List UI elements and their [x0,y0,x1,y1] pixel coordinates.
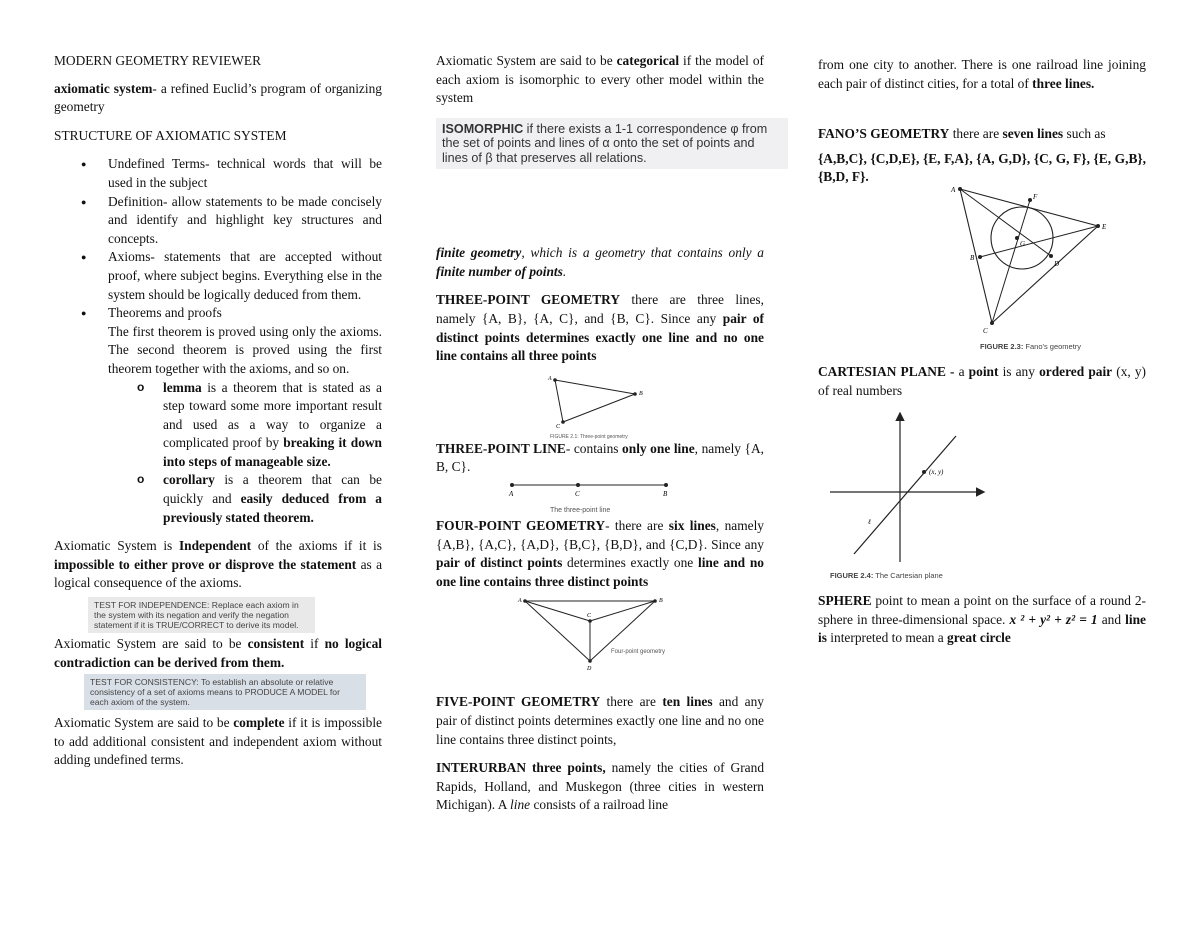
four-point-paragraph: FOUR-POINT GEOMETRY- there are six lines, namely {A,B}, {A,C}, {A,D}, {B,C}, {B,D}, and {C,D}. Since any pair of distinct points determines exactly one line and no one line contains three distinct points [436,518,764,589]
figure-caption: Four-point geometry [611,649,666,656]
three-point-paragraph: THREE-POINT GEOMETRY there are three lines, namely {A, B}, {A, C}, and {B, C}. Since any pair of distinct points determines exactly one line and no one line contains all three points [436,292,764,364]
point-a [523,600,527,604]
fano-figure [950,187,1130,355]
label-c: C [587,613,592,620]
fano-lines: {A,B,C}, {C,D,E}, {E, F,A}, {A, G,D}, {C, G, F}, {E, G,B}, {B,D, F}. [818,150,1146,185]
axiomatic-system-definition: axiomatic system- a refined Euclid’s program of organizing geometry [54,80,382,115]
figure-caption: The three-point line [550,507,611,515]
point-f [1028,198,1032,202]
interurban-continued: from one city to another. There is one railroad line joining each pair of distinct cities, for a total of three lines. [818,57,1146,91]
point-c [588,620,592,624]
label-b: B [659,598,663,605]
label-d: D [587,666,592,673]
finite-geometry-paragraph: finite geometry, which is a geometry that contains only a finite number of points. [436,245,764,279]
point-c [576,483,580,487]
point-xy [922,470,926,474]
line-l [854,436,956,554]
line-ac [555,380,563,422]
complete-paragraph: Axiomatic System are said to be complete if it is impossible to add additional consistent and independent axiom without adding undefined terms. [54,715,382,768]
theorem-sublist [108,379,382,528]
label-c: C [556,423,561,430]
label-d: D [1054,259,1060,268]
list-item: ● Definition- allow statements to be made concisely and identify and highlight key structures and concepts. [108,193,382,249]
test-consistency-box: TEST FOR CONSISTENCY: To establish an absolute or relative consistency of a set of axioms means to PRODUCE A MODEL for each axiom of the system. [84,674,366,710]
test-independence-box: TEST FOR INDEPENDENCE: Replace each axiom in the system with its negation and verify the negation statement if it is TRUE/CORRECT to derive its model. [88,597,315,633]
point-a [958,187,962,191]
label-c: C [983,326,988,335]
figure-caption: FIGURE 2.1: Three-point geometry [550,433,628,440]
label-g: G [1020,239,1026,248]
list-item: ● Undefined Terms- technical words that will be used in the subject [108,155,382,192]
label-a: A [951,186,956,194]
point-b [664,483,668,487]
lemma-item: o lemma is a theorem that is stated as a step toward some more important result and used as a way to organize a complicated proof by breaking it down into steps of manageable size. [163,379,382,472]
label-f: F [1033,192,1038,201]
point-b [633,392,637,396]
label-a: A [518,598,522,605]
list-item: ● Theorems and proofs The first theorem is proved using only the axioms. The second theorem is proved using the first theorem together with the axioms, and so on. o lemma is a theorem that is stated as a step toward some more important result and used as a way to organize a complicated proof by breaking it down into steps of manageable size. o corollary is a theorem that can be quickly and easily deduced from a previously stated theorem. [108,304,382,527]
point-b [978,255,982,259]
line-bc [563,394,635,422]
column-3 [818,56,1146,658]
fano-paragraph: FANO’S GEOMETRY there are seven lines such as [818,126,1106,142]
point-d [588,660,592,664]
label-a: A [548,375,552,382]
point-b [653,600,657,604]
structure-list [54,155,382,527]
point-c [990,321,994,325]
list-item: ● Axioms- statements that are accepted without proof, where subject begins. Everything else in the system should be logically deduced from them. [108,248,382,304]
label-l: ℓ [868,518,871,527]
line-ab [555,380,635,394]
label-c: C [575,490,580,499]
interurban-paragraph: INTERURBAN three points, namely the cities of Grand Rapids, Holland, and Muskegon (three cities in western Michigan). A line consists of a railroad line [436,760,765,813]
column-1 [54,52,382,780]
isomorphic-box: ISOMORPHIC if there exists a 1-1 correspondence φ from the set of points and lines of α onto the set of points and lines of β that preserves all relations. [436,118,788,170]
label-b: B [970,253,975,262]
three-point-figure [535,370,665,440]
column-2 [436,52,768,825]
independent-paragraph: Axiomatic System is Independent of the axioms if it is impossible to either prove or disprove the statement as a logical consequence of the axioms. [54,538,383,591]
three-point-line-figure [500,479,700,517]
point-e [1096,224,1100,228]
point-a [553,378,557,382]
corollary-item: o corollary is a theorem that can be quickly and easily deduced from a previously stated theorem. [163,471,382,527]
consistent-paragraph: Axiomatic System are said to be consistent if no logical contradiction can be derived from them. [54,636,383,670]
label-a: A [509,490,514,499]
label-b: B [663,490,668,499]
label-xy: (x, y) [929,468,944,477]
label-e: E [1102,222,1107,231]
structure-heading: STRUCTURE OF AXIOMATIC SYSTEM [54,127,287,143]
label-b: B [639,390,643,397]
sphere-paragraph: SPHERE point to mean a point on the surface of a round 2-sphere in three-dimensional space. x ² + y² + z² = 1 and line is interpreted to mean a great circle [818,593,1147,646]
cartesian-paragraph: CARTESIAN PLANE - a point is any ordered pair (x, y) of real numbers [818,363,1147,398]
point-d [1049,254,1053,258]
four-point-figure [515,593,685,673]
point-g [1015,236,1019,240]
point-c [561,420,565,424]
five-point-paragraph: FIVE-POINT GEOMETRY there are ten lines and any pair of distinct points determines exactly one line and no one line contains three distinct points, [436,694,764,747]
point-a [510,483,514,487]
categorical-paragraph: Axiomatic System are said to be categorical if the model of each axiom is isomorphic to every other model within the system [436,53,764,106]
page-title: MODERN GEOMETRY REVIEWER [54,53,262,68]
figure-caption: FIGURE 2.4: The Cartesian plane [830,571,943,581]
figure-caption: FIGURE 2.3: Fano's geometry [980,341,1082,351]
theorems-text: The first theorem is proved using only the axioms. The second theorem is proved using the first theorem together with the axioms, and so on. [108,323,382,376]
three-point-line-paragraph: THREE-POINT LINE- contains only one line, namely {A, B, C}. [436,440,764,475]
cartesian-figure [828,412,998,582]
